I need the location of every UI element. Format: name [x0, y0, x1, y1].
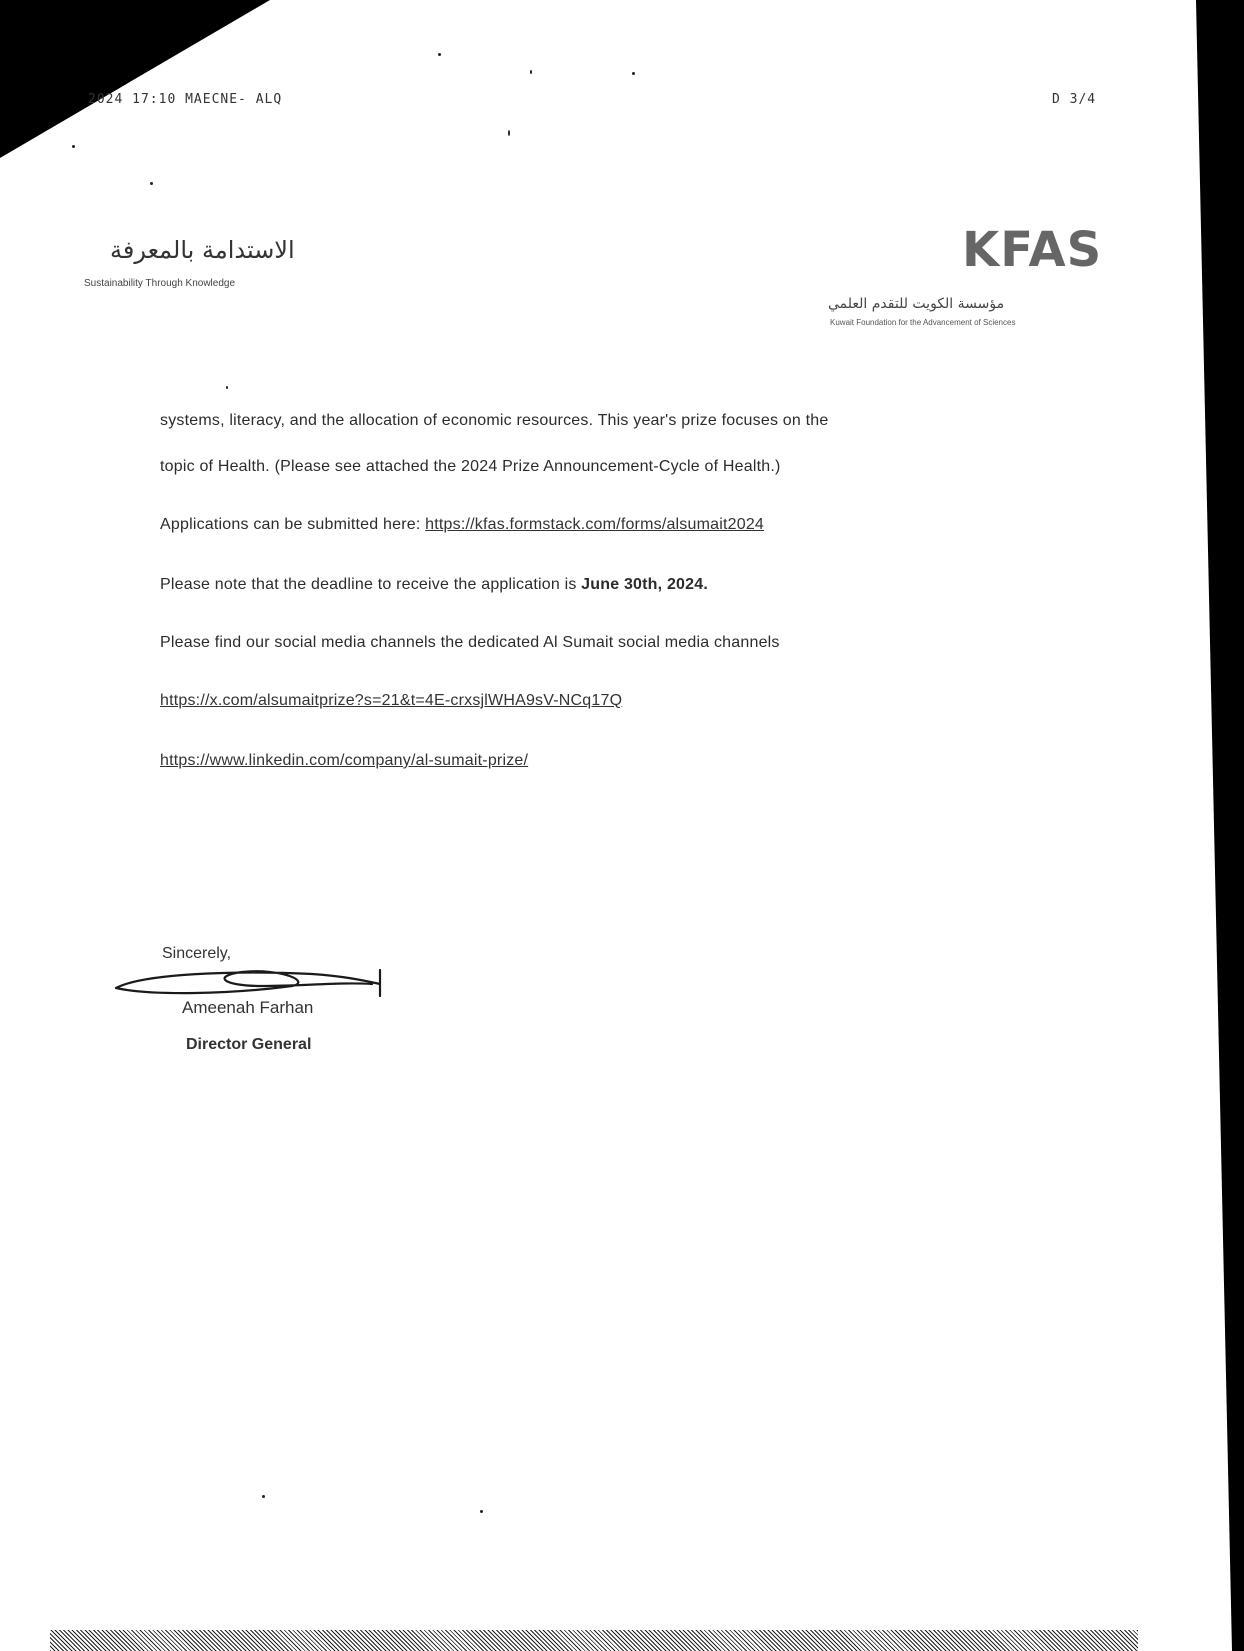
closing: Sincerely, — [162, 945, 232, 962]
signatory-name: Ameenah Farhan — [182, 998, 314, 1017]
fax-header-page: D 3/4 — [1052, 92, 1097, 107]
apply-paragraph — [160, 516, 1040, 534]
tagline-english: Sustainability Through Knowledge — [84, 278, 236, 289]
linkedin-link-paragraph — [160, 752, 1040, 770]
kfas-logo: KFAS — [962, 222, 1103, 278]
handwritten-signature — [112, 952, 402, 1004]
scan-speck — [438, 53, 441, 56]
signatory-title: Director General — [186, 1036, 312, 1053]
scan-speck — [480, 1510, 483, 1513]
scan-speck — [508, 130, 510, 136]
scan-speck — [226, 386, 228, 389]
deadline-paragraph — [160, 576, 1040, 594]
scan-speck — [632, 72, 635, 75]
scan-speck — [530, 70, 532, 74]
body-line-2: topic of Health. (Please see attached the 2024 Prize Announcement-Cycle of Health.) — [160, 458, 781, 475]
x-link-paragraph — [160, 692, 1040, 710]
x-link[interactable]: https://x.com/alsumaitprize?s=21&t=4E-crxsjlWHA9sV-NCq17Q — [160, 692, 623, 709]
scan-speck — [150, 182, 153, 185]
fax-bottom-band — [50, 1630, 1138, 1651]
tagline-arabic: الاستدامة بالمعرفة — [110, 236, 295, 264]
deadline-date: June 30th, 2024. — [581, 576, 708, 593]
fax-header-left: 2024 17:10 MAECNE- ALQ — [88, 92, 283, 107]
org-name-arabic: مؤسسة الكويت للتقدم العلمي — [828, 296, 1005, 312]
scan-speck — [262, 1495, 265, 1498]
deadline-text: Please note that the deadline to receive the application is — [160, 576, 582, 593]
apply-text: Applications can be submitted here: — [160, 516, 426, 533]
org-name-english: Kuwait Foundation for the Advancement of Sciences — [830, 318, 1016, 327]
social-media-text: Please find our social media channels the dedicated Al Sumait social media channels — [160, 634, 780, 651]
linkedin-link[interactable]: https://www.linkedin.com/company/al-sumait-prize/ — [160, 752, 529, 769]
scan-corner-shadow — [0, 0, 270, 158]
apply-link[interactable]: https://kfas.formstack.com/forms/alsumait2024 — [425, 516, 765, 533]
scan-speck — [72, 145, 75, 148]
body-line-1: systems, literacy, and the allocation of economic resources. This year's prize focuses on the — [160, 412, 829, 429]
